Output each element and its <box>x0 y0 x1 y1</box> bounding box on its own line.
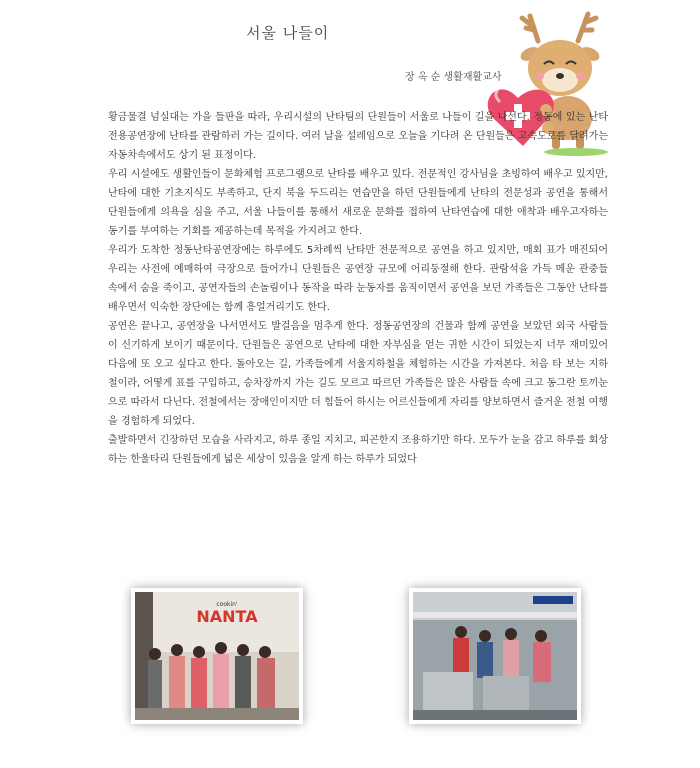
paragraph-5: 출발하면서 긴장하던 모습을 사라지고, 하루 종일 지치고, 피곤한지 조용하기만 하다. 모두가 눈을 감고 하루를 회상하는 한울타리 단원들에게 넓은 세상이 있음을 알게 하는 하루가 되었다 <box>108 435 608 465</box>
nanta-sign-text: NANTA <box>196 607 258 626</box>
paragraph-4: 공연은 끝나고, 공연장을 나서면서도 발걸음을 멈추게 한다. 정동공연장의 건물과 함께 공연을 보았던 외국 사람들이 신기하게 보이기 때문이다. 단원들은 공연으로 난타에 대한 자부심을 얻는 귀한 시간이 되었는지 너무 재미있어 다음에 또 오고 싶다고 한다. 돌아오는 길, 가족들에게 서울지하철을 체험하는 시간을 가져본다. 처음 타 보는 지하철이라, 어떻게 표를 구입하고, 승차장까지 가는 길도 모르고 따르던 가족들은 많은 사람들 속에 크고 동그란 토끼눈으로 따라서 다닌다. 전철에서는 장애인이지만 더 힘들어 하시는 어르신들에게 자리를 양보하면서 즐거운 전철 여행을 경험하게 되었다. <box>108 321 608 427</box>
paragraph-2: 우리 시설에도 생활인들이 문화체험 프로그램으로 난타를 배우고 있다. 전문적인 강사님을 초빙하여 배우고 있지만, 난타에 대한 기초지식도 부족하고, 단지 북을 두드리는 연습만을 하던 단원들에게 난타의 전문성과 공연을 통해서 단원들에게 의욕을 심을 주고, 서울 나들이를 통해서 새로운 문화를 접하여 난타연습에 대한 애착과 배우고자하는 동기를 부여하는 기회를 제공하는데 목적을 가지려고 한다. <box>108 169 608 237</box>
page-title: 서울 나들이 <box>246 24 330 42</box>
paragraph-3: 우리가 도착한 정동난타공연장에는 하루에도 5차례씩 난타만 전문적으로 공연을 하고 있지만, 매회 표가 매진되어 우리는 사전에 예매하여 극장으로 들어가니 단원들은 공연장 규모에 어리둥절해 한다. 관람석을 가득 메운 관중들 속에서 숨을 죽이고, 공연자들의 손놀림이나 동작을 따라 눈동자를 움직이면서 공연을 보던 가족들은 그동안 난타를 배우면서 익숙한 장단에는 함께 흥얼거리기도 한다. <box>108 245 608 313</box>
article-body <box>108 108 608 469</box>
photo-group-at-nanta-theater <box>131 588 303 724</box>
paragraph-1: 황금물결 넘실대는 가을 들판을 따라, 우리시설의 난타팀의 단원들이 서울로 나들이 길을 나선다. 정동에 있는 난타전용공연장에 난타를 관람하러 가는 길이다. 여러 날을 설레임으로 오늘을 기다려 온 단원들은 고속도로를 달려가는 자동차속에서도 상기 된 표정이다. <box>108 112 608 161</box>
nanta-sign-small-text: cookin' <box>216 601 238 608</box>
author-line: 장 옥 순 생활재활교사 <box>405 72 502 83</box>
photo-subway-ticket-gates <box>409 588 581 724</box>
